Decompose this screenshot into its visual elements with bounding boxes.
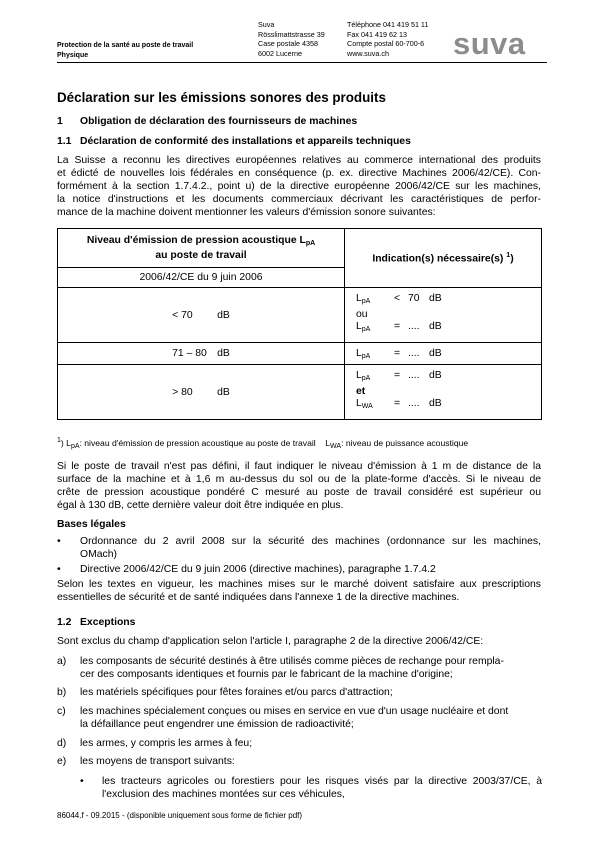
address-line: Case postale 4358 [258, 39, 318, 49]
suva-logo: suva [453, 26, 526, 61]
value: .... [408, 370, 420, 382]
section-number: 1.1 [57, 136, 72, 147]
exceptions-intro: Sont exclus du champ d'application selon l'article I, paragraphe 2 de la directive 2006/42/CE: [57, 636, 484, 647]
text-line: OMach) [80, 549, 117, 560]
address-line: Suva [258, 20, 275, 29]
symbol: L [66, 437, 71, 448]
list-item-text: Directive 2006/42/CE du 9 juin 2006 (directive machines), paragraphe 1.7.4.2 [80, 564, 436, 575]
text-line: les machines spécialement conçues ou mises en service en vue d'un usage nucléaire et dont [80, 706, 509, 717]
unit: dB [429, 398, 442, 410]
symbol: L [325, 437, 331, 448]
page-title: Déclaration sur les émissions sonores des produits [57, 90, 386, 105]
indication-cell [345, 365, 542, 420]
unit: dB [429, 321, 442, 333]
text-line: Ordonnance du 2 avril 2008 sur la sécurité des machines (ordonnance sur les machines, [80, 536, 541, 547]
text-line: formément à la section 1.7.4.2., point u) de la directive européenne 2006/42/CE sur les machines, [57, 181, 541, 192]
contact-line: Fax 041 419 62 13 [347, 29, 407, 39]
list-item [57, 655, 542, 681]
contact-line: Téléphone 041 419 51 11 [347, 20, 429, 29]
list-item-text: les moyens de transport suivants: [80, 756, 235, 767]
level-value: < 70 [172, 309, 193, 321]
text-line: égal à 130 dB, cette dernière valeur doit être indiquée en plus. [57, 500, 344, 511]
document-footer: 86044.f - 09.2015 - (disponible uniquement sous forme de fichier pdf) [57, 811, 303, 820]
level-cell [58, 288, 345, 343]
subscript: pA [70, 442, 80, 450]
list-item-text [80, 705, 542, 731]
value: .... [408, 321, 420, 333]
operator: < [394, 293, 401, 305]
symbol: L [356, 321, 362, 333]
header-text: Niveau d'émission de pression acoustique L [86, 234, 306, 246]
unit: dB [429, 370, 442, 382]
list-item [57, 705, 542, 731]
text-line: et édicté de nouvelles lois fédérales en conséquence (p. ex. directive Machines 2006/42/CE). Con- [57, 168, 541, 179]
list-marker: d) [57, 738, 67, 749]
list-item-text: les armes, y compris les armes à feu; [80, 738, 253, 749]
subscript: WA [330, 442, 342, 450]
symbol: L [356, 370, 362, 382]
legal-summary [57, 578, 541, 604]
list-item [80, 775, 542, 801]
level-cell [58, 343, 345, 365]
section-number: 1 [57, 116, 63, 127]
table-row [58, 365, 542, 420]
footnote-ref: 1 [506, 251, 511, 259]
text-line: l'exclusion des machines montées sur ces véhicules, [102, 789, 345, 800]
contact-link[interactable]: www.suva.ch [347, 48, 389, 58]
header-title-line: Physique [57, 51, 89, 59]
list-item-text [80, 655, 542, 681]
unit: dB [429, 347, 442, 359]
list-marker: e) [57, 756, 67, 767]
unit: dB [429, 293, 442, 305]
header-title-line: Protection de la santé au poste de travail [57, 42, 194, 49]
address-line: 6002 Lucerne [258, 48, 302, 58]
section-label: Exceptions [80, 617, 136, 628]
value: .... [408, 347, 420, 359]
text-line: mance de la machine doivent mentionner les valeurs d'émission sonore suivantes: [57, 207, 436, 218]
intro-paragraph [57, 154, 541, 219]
text-line: cer des composants identiques et fournis par le fabricant de la machine d'origine; [80, 669, 453, 680]
level-value: 71 – 80 [172, 348, 207, 359]
header-text: au poste de travail [155, 249, 247, 261]
operator: = [394, 370, 401, 382]
text-line: les composants de sécurité destinés à être utilisés comme pièces de rechange pour rempla- [80, 656, 504, 667]
level-unit: dB [217, 309, 230, 321]
connector-word: ou [356, 308, 368, 320]
section-number: 1.2 [57, 617, 72, 628]
table-row [58, 288, 542, 343]
text-line: surface de la machine et à 1,6 m au-dessus du sol ou de la plate-forme d'accès. Si le niveau de [57, 474, 541, 485]
text-line: la notice d'instructions et les documents commerciaux décrivant les caractéristiques de perfor- [57, 194, 541, 205]
value: .... [408, 398, 420, 410]
level-unit: dB [217, 348, 230, 359]
bullet-icon: • [80, 776, 84, 787]
list-item [57, 686, 542, 699]
header-text: Indication(s) nécessaire(s) [372, 253, 504, 265]
text-line: La Suisse a reconnu les directives européennes relatives au commerce international des produits [57, 155, 541, 166]
section-heading-1 [57, 116, 357, 127]
level-value: > 80 [172, 386, 193, 398]
symbol: L [356, 398, 362, 410]
header-address [258, 20, 325, 58]
indication-cell [345, 288, 542, 343]
level-unit: dB [217, 386, 230, 398]
list-item-text [80, 535, 541, 561]
operator: = [394, 321, 401, 333]
list-item [57, 755, 542, 768]
section-heading-1-1 [57, 136, 411, 147]
legal-bases-heading: Bases légales [57, 519, 126, 530]
bullet-icon: • [57, 564, 61, 575]
footnote-text: : niveau d'émission de pression acoustique au poste de travail [79, 437, 316, 448]
workplace-paragraph [57, 460, 541, 512]
list-item-text [102, 775, 542, 801]
bullet-icon: • [57, 536, 61, 547]
text-line: Selon les textes en vigueur, les machines mises sur le marché doivent satisfaire aux prescriptions [57, 579, 541, 590]
subscript: WA [361, 403, 373, 411]
list-marker: b) [57, 687, 67, 698]
operator: = [394, 398, 401, 410]
footnote-mark: 1 [57, 437, 61, 444]
table-footnote: $^1$) $L_{pA}$: niveau d'émission de pression acoustique au poste de travail $L_{WA}$: niveau de puissance acoustique [57, 437, 469, 450]
table-row [58, 343, 542, 365]
subscript: pA [361, 352, 371, 360]
table-header-reference: 2006/42/CE du 9 juin 2006 [58, 268, 345, 288]
text-line: la défaillance peut engendrer une émission de radioactivité; [80, 719, 354, 730]
level-cell [58, 365, 345, 420]
text-line: les tracteurs agricoles ou forestiers pour les risques visés par la directive 2003/37/CE, à [102, 776, 542, 787]
subscript: pA [305, 239, 316, 247]
header-contact [347, 20, 428, 58]
indication-cell [345, 343, 542, 365]
header-rule [57, 62, 547, 63]
section-heading-1-2 [57, 617, 135, 628]
list-item [57, 535, 542, 561]
operator: = [394, 347, 401, 359]
footnote-text: : niveau de puissance acoustique [341, 437, 469, 448]
section-label: Déclaration de conformité des installations et appareils techniques [80, 136, 411, 147]
list-item [57, 737, 542, 750]
text-line: essentielles de sécurité et de santé indiquées dans l'annexe 1 de la directive machines. [57, 592, 460, 603]
symbol: L [356, 293, 362, 305]
text-line: Si le poste de travail n'est pas défini, il faut indiquer le niveau d'émission à 1 m de distance de la [57, 461, 541, 472]
footnote-paren: ) [510, 253, 514, 265]
value: 70 [408, 293, 420, 305]
address-line: Rösslimattstrasse 39 [258, 29, 325, 39]
symbol: L [356, 347, 362, 359]
text-line: crête de pression acoustique pondéré C mesuré au poste de travail considéré est supérieur ou [57, 487, 541, 498]
list-item [57, 563, 542, 576]
subscript: pA [361, 326, 371, 334]
list-marker: c) [57, 706, 66, 717]
table-header-indication [345, 229, 542, 288]
section-label: Obligation de déclaration des fournisseurs de machines [80, 116, 358, 127]
subscript: pA [361, 298, 371, 306]
contact-line: Compte postal 60-700-6 [347, 39, 425, 49]
connector-word: et [356, 385, 366, 397]
header-department [57, 41, 193, 60]
list-item-text: les matériels spécifiques pour fêtes foraines et/ou parcs d'attraction; [80, 687, 393, 698]
list-marker: a) [57, 656, 67, 667]
table-header-level [58, 229, 345, 268]
subscript: pA [361, 375, 371, 383]
emission-table [57, 228, 542, 420]
